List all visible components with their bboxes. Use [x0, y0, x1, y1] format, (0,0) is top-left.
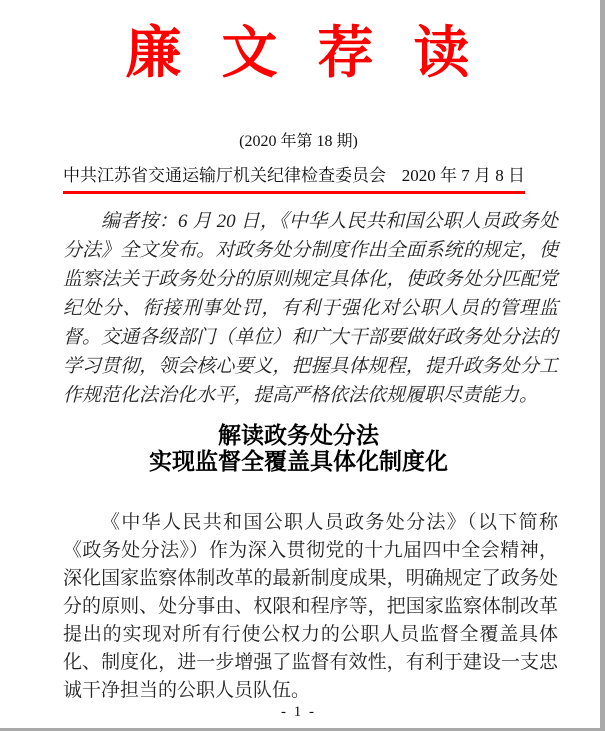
- header-row: [63, 161, 525, 186]
- editor-note-paragraph: 编者按：6 月 20 日，《中华人民共和国公职人员政务处分法》全文发布。对政务处分制度作出全面系统的规定，使监察法关于政务处分的原则规定具体化，使政务处分匹配党纪处分、衔接刑事处罚，有利于强化对公职人员的管理监督。交通各级部门（单位）和广大干部要做好政务处分法的学习贯彻，领会核心要义，把握具体规程，提升政务处分工作规范化法治化水平，提高严格依法依规履职尽责能力。: [63, 211, 558, 406]
- article-title-line1: 解读政务处分法: [218, 423, 379, 448]
- issue-number: (2020 年第 18 期): [239, 133, 358, 150]
- article-title-line2: 实现监督全覆盖具体化制度化: [149, 449, 448, 474]
- page-number: - 1 -: [281, 704, 316, 720]
- header-divider-rule: [63, 191, 525, 194]
- issuing-organization: 中共江苏省交通运输厅机关纪律检查委员会: [63, 166, 386, 185]
- article-body-paragraph: 《中华人民共和国公职人员政务处分法》（以下简称《政务处分法》）作为深入贯彻党的十九届四中全会精神，深化国家监察体制改革的最新制度成果，明确规定了政务处分的原则、处分事由、权限和程序等，把国家监察体制改革提出的实现对所有行使公权力的公职人员监督全覆盖具体化、制度化，进一步增强了监督有效性，有利于建设一支忠诚干净担当的公职人员队伍。: [63, 512, 558, 701]
- issue-date: 2020 年 7 月 8 日: [401, 166, 525, 185]
- masthead-title: 廉 文 荐 读: [125, 23, 472, 85]
- page-right-edge: [600, 0, 605, 731]
- article-title: [0, 423, 597, 475]
